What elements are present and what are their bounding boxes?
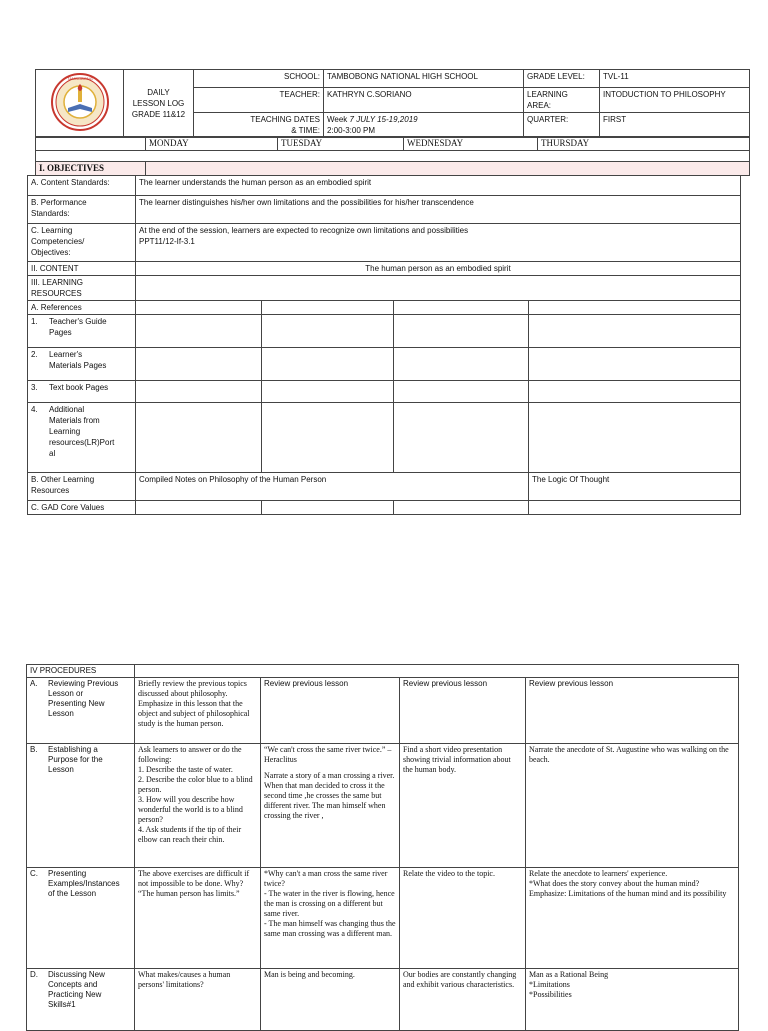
performance-label-line-2: Standards: [31,209,70,218]
performance-standards-value: The learner distinguishes his/her own limitations and the possibilities for his/her transcendence [136,196,741,224]
procedure-letter: A. [30,679,38,688]
procedure-label-a [27,678,135,744]
procedure-label-line: Establishing a [48,745,98,754]
procedure-letter: C. [30,869,38,878]
competency-value-code: PPT11/12-If-3.1 [139,237,195,246]
procedure-b-thursday: Narrate the anecdote of St. Augustine who was walking on the beach. [526,744,739,868]
teaching-dates-label [194,113,324,138]
additional-materials-label [28,403,136,473]
title-line-1: DAILY [147,88,170,97]
procedure-label-line: Practicing New [48,990,102,999]
procedure-text-line: *Possibilities [529,990,572,999]
procedure-text-line: 2. Describe the color blue to a blind person. [138,775,253,794]
day-header-table [35,136,750,176]
resources-label-line-1: III. LEARNING [31,278,84,287]
procedure-row [27,868,739,969]
procedure-a-tuesday: Review previous lesson [261,678,400,744]
gad-core-values-label: C. GAD Core Values [28,501,136,515]
procedure-text-line: Ask learners to answer or do the following: [138,745,242,764]
objectives-table [27,175,741,515]
other-resources-line-1: B. Other Learning [31,475,95,484]
procedure-text-line: 1. Describe the taste of water. [138,765,233,774]
teacher-value: KATHRYN C.SORIANO [324,88,524,113]
learning-area-value: INTODUCTION TO PHILOSOPHY [600,88,750,113]
procedure-label-b [27,744,135,868]
school-value: TAMBOBONG NATIONAL HIGH SCHOOL [324,70,524,88]
lesson-log-title [124,70,194,138]
procedure-b-wednesday: Find a short video presentation showing trivial information about the human body. [400,744,526,868]
svg-text:TAMBOBONG: TAMBOBONG [66,76,93,81]
procedure-label-line: Presenting [48,869,87,878]
procedure-a-monday: Briefly review the previous topics discussed about philosophy. Emphasize in this lesson that the object and subject of philosophical study is the human person. [135,678,261,744]
procedure-c-wednesday: Relate the video to the topic. [400,868,526,969]
procedure-text-line: The above exercises are difficult if not impossible to be done. Why? [138,869,250,888]
procedure-row [27,678,739,744]
learners-materials-line-2: Materials Pages [49,361,107,370]
performance-label-line-1: B. Performance [31,198,87,207]
references-label: A. References [28,301,136,315]
procedure-d-tuesday: Man is being and becoming. [261,969,400,1031]
quarter-label: QUARTER: [524,113,600,138]
teaching-dates-value [324,113,524,138]
additional-line-5: al [49,449,56,458]
teachers-guide-line-1: Teacher's Guide [49,317,107,326]
procedures-heading: IV PROCEDURES [27,665,135,678]
procedure-label-d [27,969,135,1031]
procedure-label-line: Reviewing Previous [48,679,119,688]
procedure-text-line: 3. How will you describe how wonderful the world is to a blind person? [138,795,243,824]
content-label: II. CONTENT [28,262,136,276]
textbook-line-1: Text book Pages [49,383,109,392]
procedure-label-line: Concepts and [48,980,98,989]
other-resources-value: Compiled Notes on Philosophy of the Human Person [136,473,529,501]
procedure-d-wednesday: Our bodies are constantly changing and exhibit various characteristics. [400,969,526,1031]
procedure-text-line: Relate the anecdote to learners' experience. [529,869,668,878]
other-resources-thursday: The Logic Of Thought [529,473,741,501]
content-value: The human person as an embodied spirit [136,262,741,276]
procedure-row [27,744,739,868]
performance-standards-label [28,196,136,224]
procedure-label-c [27,868,135,969]
additional-line-1: Additional [49,405,85,414]
competency-label-line-2: Competencies/ [31,237,85,246]
procedure-text-line: - The man himself was changing thus the same man crossing was a different man. [264,919,396,938]
quarter-value: FIRST [600,113,750,138]
procedure-label-line: Lesson [48,709,74,718]
time-value: 2:00-3:00 PM [327,126,376,135]
competency-label-line-3: Objectives: [31,248,71,257]
learning-resources-label [28,276,136,301]
competencies-label [28,224,136,262]
school-seal-icon [50,72,110,132]
teachers-guide-line-2: Pages [49,328,72,337]
procedure-text-line: - The water in the river is flowing, hence the man is crossing on a different but same river. [264,889,395,918]
header-table [35,69,750,138]
additional-line-3: Learning [49,427,81,436]
grade-value: TVL-11 [600,70,750,88]
procedure-label-line: of the Lesson [48,889,97,898]
procedure-a-thursday: Review previous lesson [526,678,739,744]
other-resources-line-2: Resources [31,486,70,495]
textbook-label [28,381,136,403]
teacher-label: TEACHER: [194,88,324,113]
resources-label-line-2: RESOURCES [31,289,82,298]
area-label-line-2: AREA: [527,101,552,110]
learners-materials-label [28,348,136,381]
teachers-guide-number: 1. [31,317,38,326]
textbook-number: 3. [31,383,38,392]
title-line-3: GRADE 11&12 [131,110,186,119]
procedure-text-line: “The human person has limits.” [138,889,240,898]
school-logo-cell [36,70,124,138]
procedure-b-monday [135,744,261,868]
procedure-a-wednesday: Review previous lesson [400,678,526,744]
procedure-d-monday: What makes/causes a human persons' limitations? [135,969,261,1031]
procedure-text-line: *What does the story convey about the human mind? [529,879,700,888]
grade-label: GRADE LEVEL: [524,70,600,88]
additional-line-4: resources(LR)Port [49,438,115,447]
day-monday: MONDAY [146,137,278,151]
procedure-text-line: *Limitations [529,980,570,989]
dates-week: Week [327,115,350,124]
procedure-label-line: Lesson or [48,689,84,698]
learners-materials-number: 2. [31,350,38,359]
learners-materials-line-1: Learner's [49,350,83,359]
procedure-text-line: *Why can't a man cross the same river twice? [264,869,388,888]
additional-line-2: Materials from [49,416,100,425]
dates-label-line-1: TEACHING DATES [250,115,320,124]
competency-value-line-1: At the end of the session, learners are expected to recognize own limitations and possibilities [139,226,469,235]
dates-label-line-2: & TIME: [291,126,320,135]
procedure-text-line: Narrate a story of a man crossing a river. When that man decided to cross it the second time ,he crosses the same but different river. The man himself when crossing the river , [264,771,395,820]
day-thursday: THURSDAY [538,137,750,151]
procedure-label-line: Presenting New [48,699,105,708]
title-line-2: LESSON LOG [132,99,185,108]
procedure-b-tuesday [261,744,400,868]
school-label: SCHOOL: [194,70,324,88]
procedure-text-line: Emphasize: Limitations of the human mind and its possibility [529,889,727,898]
procedure-label-line: Skills#1 [48,1000,76,1009]
procedure-c-monday [135,868,261,969]
teachers-guide-label [28,315,136,348]
objectives-heading: I. OBJECTIVES [36,162,146,176]
procedure-label-line: Discussing New [48,970,105,979]
learning-area-label [524,88,600,113]
procedure-c-thursday [526,868,739,969]
procedures-table [26,664,739,1031]
day-tuesday: TUESDAY [278,137,404,151]
procedure-letter: D. [30,970,38,979]
procedure-label-line: Purpose for the [48,755,103,764]
procedure-label-line: Lesson [48,765,74,774]
day-wednesday: WEDNESDAY [404,137,538,151]
competency-label-line-1: C. Learning [31,226,73,235]
additional-number: 4. [31,405,38,414]
content-standards-value: The learner understands the human person as an embodied spirit [136,176,741,196]
area-label-line-1: LEARNING [527,90,568,99]
dates-range: 7 JULY 15-19,2019 [349,115,418,124]
procedure-c-tuesday [261,868,400,969]
procedure-text-line: “We can't cross the same river twice.” –Heraclitus [264,745,392,764]
procedure-row [27,969,739,1031]
other-resources-label [28,473,136,501]
content-standards-label: A. Content Standards: [28,176,136,196]
procedure-letter: B. [30,745,38,754]
procedure-text-line: 4. Ask students if the tip of their elbow can reach their chin. [138,825,242,844]
procedure-text-line: Man as a Rational Being [529,970,609,979]
procedure-label-line: Examples/Instances [48,879,120,888]
competencies-value [136,224,741,262]
procedure-d-thursday [526,969,739,1031]
